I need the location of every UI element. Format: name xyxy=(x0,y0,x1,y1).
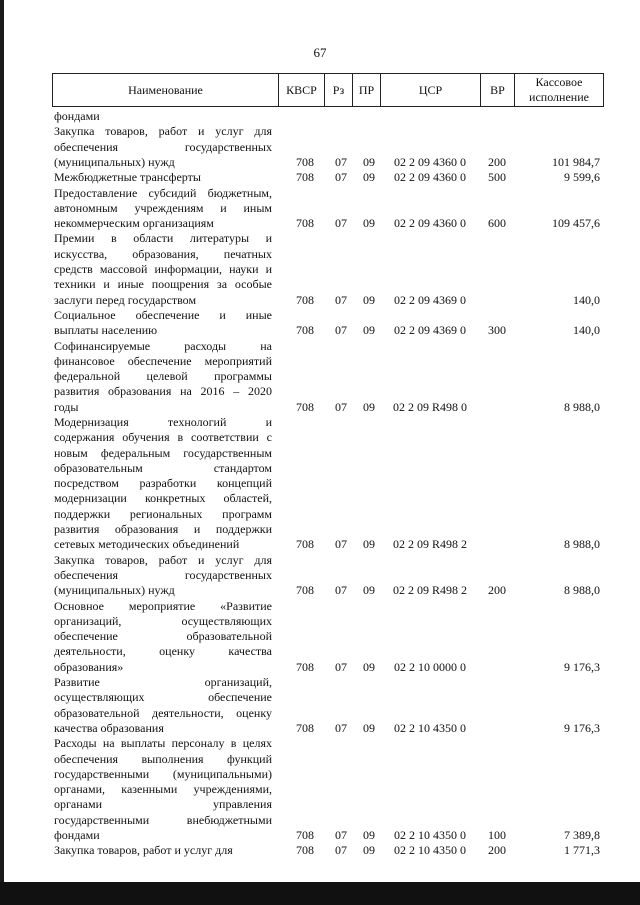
row-name-line: качества образования xyxy=(54,720,164,735)
row-pr: 09 xyxy=(363,828,375,843)
row-name xyxy=(54,339,272,415)
row-kvsr: 708 xyxy=(296,216,314,231)
row-name-line: годы xyxy=(54,399,79,414)
row-kvsr: 708 xyxy=(296,720,314,735)
row-name-line: Расходы на выплаты персоналу в целях xyxy=(54,736,272,751)
row-sum: 8 988,0 xyxy=(564,399,600,414)
row-pr: 09 xyxy=(363,170,375,185)
row-name-line: Развитие организаций, xyxy=(54,675,272,690)
row-name-line: автономным учреждениям и иным xyxy=(54,200,272,215)
row-rz: 07 xyxy=(335,843,347,858)
row-kvsr: 708 xyxy=(296,583,314,598)
row-name-line: Основное мероприятие «Развитие xyxy=(54,598,272,613)
row-vr: 200 xyxy=(488,154,506,169)
row-sum: 9 176,3 xyxy=(564,720,600,735)
row-csr: 02 2 09 R498 2 xyxy=(392,583,467,598)
row-name-line: организаций, осуществляющих xyxy=(54,613,272,628)
row-name-line: Закупка товаров, работ и услуг для xyxy=(54,843,233,858)
row-sum: 140,0 xyxy=(573,292,600,307)
row-csr: 02 2 09 R498 2 xyxy=(392,537,467,552)
header-pr: ПР xyxy=(353,74,381,106)
row-name xyxy=(54,186,272,232)
row-name-line: сетевых методических объединений xyxy=(54,537,240,552)
row-csr: 02 2 10 4350 0 xyxy=(394,843,466,858)
row-name-line: органами, казенными учреждениями, xyxy=(54,782,272,797)
header-name: Наименование xyxy=(53,74,279,106)
row-csr: 02 2 09 4360 0 xyxy=(394,216,466,231)
row-name xyxy=(54,415,272,553)
row-sum: 9 599,6 xyxy=(564,170,600,185)
row-csr: 02 2 09 4369 0 xyxy=(394,292,466,307)
scan-edge-bottom xyxy=(0,882,640,905)
row-pr: 09 xyxy=(363,216,375,231)
row-pr: 09 xyxy=(363,292,375,307)
row-name-line: деятельности, оценку качества xyxy=(54,644,272,659)
header-rz: Рз xyxy=(325,74,353,106)
row-sum: 8 988,0 xyxy=(564,583,600,598)
row-name-line: Предоставление субсидий бюджетным, xyxy=(54,185,272,200)
row-vr: 300 xyxy=(488,323,506,338)
row-name-line: поддержки региональных программ xyxy=(54,506,272,521)
row-name-line: выплаты населению xyxy=(54,323,158,338)
row-name xyxy=(54,553,272,599)
row-name-line: образовательным стандартом xyxy=(54,460,272,475)
row-sum: 1 771,3 xyxy=(564,843,600,858)
row-name xyxy=(54,231,272,307)
row-kvsr: 708 xyxy=(296,170,314,185)
row-name xyxy=(54,124,272,170)
row-name-line: техники и иные поощрения за особые xyxy=(54,277,272,292)
row-name-line: Закупка товаров, работ и услуг для xyxy=(54,552,272,567)
row-name-line: обеспечение образовательной xyxy=(54,629,272,644)
row-csr: 02 2 09 4369 0 xyxy=(394,323,466,338)
row-name-line: федеральной целевой программы xyxy=(54,369,272,384)
row-name xyxy=(54,675,272,736)
row-pr: 09 xyxy=(363,154,375,169)
row-pr: 09 xyxy=(363,659,375,674)
row-vr: 100 xyxy=(488,828,506,843)
row-rz: 07 xyxy=(335,720,347,735)
row-name-line: Социальное обеспечение и иные xyxy=(54,307,272,322)
row-rz: 07 xyxy=(335,399,347,414)
row-name-line: заслуги перед государством xyxy=(54,292,197,307)
row-sum: 7 389,8 xyxy=(564,828,600,843)
row-name-line: обеспечения государственных xyxy=(54,567,272,582)
row-name xyxy=(54,170,272,185)
page-number: 67 xyxy=(313,45,327,60)
row-kvsr: 708 xyxy=(296,323,314,338)
row-name-line: Софинансируемые расходы на xyxy=(54,338,272,353)
row-pr: 09 xyxy=(363,583,375,598)
row-name-line: обеспечения государственных xyxy=(54,139,272,154)
row-vr: 600 xyxy=(488,216,506,231)
row-name-line: содержания обучения в соответствии с xyxy=(54,430,272,445)
header-sum: Кассовое исполнение xyxy=(529,75,589,104)
row-name-line: органами управления xyxy=(54,797,272,812)
row-name-line: финансовое обеспечение мероприятий xyxy=(54,353,272,368)
header-csr: ЦСР xyxy=(381,74,481,106)
row-name-line: посредством разработки концепций xyxy=(54,476,272,491)
row-rz: 07 xyxy=(335,323,347,338)
row-name-line: искусства, образования, печатных xyxy=(54,246,272,261)
row-rz: 07 xyxy=(335,170,347,185)
row-csr: 02 2 10 4350 0 xyxy=(394,720,466,735)
row-csr: 02 2 10 4350 0 xyxy=(394,828,466,843)
row-rz: 07 xyxy=(335,537,347,552)
row-name-line: государственными (муниципальными) xyxy=(54,766,272,781)
header-vr: ВР xyxy=(481,74,515,106)
row-pr: 09 xyxy=(363,537,375,552)
row-sum: 9 176,3 xyxy=(564,659,600,674)
row-kvsr: 708 xyxy=(296,154,314,169)
row-pr: 09 xyxy=(363,399,375,414)
row-name xyxy=(54,599,272,675)
row-name-line: обеспечения выполнения функций xyxy=(54,751,272,766)
row-name-line: (муниципальных) нужд xyxy=(54,154,175,169)
row-name-line: модернизации конкретных областей, xyxy=(54,491,272,506)
row-csr: 02 2 09 4360 0 xyxy=(394,154,466,169)
row-csr: 02 2 10 0000 0 xyxy=(394,659,466,674)
row-kvsr: 708 xyxy=(296,659,314,674)
row-sum: 140,0 xyxy=(573,323,600,338)
row-rz: 07 xyxy=(335,828,347,843)
row-sum: 101 984,7 xyxy=(552,154,600,169)
row-name-line: государственными внебюджетными xyxy=(54,812,272,827)
row-name-line: осуществляющих обеспечение xyxy=(54,690,272,705)
row-vr: 200 xyxy=(488,843,506,858)
row-csr: 02 2 09 R498 0 xyxy=(392,399,467,414)
row-name-line: Премии в области литературы и xyxy=(54,231,272,246)
row-name-line: средств массовой информации, науки и xyxy=(54,261,272,276)
row-rz: 07 xyxy=(335,659,347,674)
row-vr: 200 xyxy=(488,583,506,598)
row-name-line: развития образования на 2016 – 2020 xyxy=(54,384,272,399)
row-name-line: Закупка товаров, работ и услуг для xyxy=(54,124,272,139)
row-pr: 09 xyxy=(363,323,375,338)
row-name-line: образовательной деятельности, оценку xyxy=(54,705,272,720)
row-kvsr: 708 xyxy=(296,537,314,552)
row-name xyxy=(54,736,272,843)
row-name xyxy=(54,109,272,124)
row-name-line: образования» xyxy=(54,659,124,674)
row-name xyxy=(54,843,272,858)
row-rz: 07 xyxy=(335,216,347,231)
row-kvsr: 708 xyxy=(296,828,314,843)
row-name-line: Модернизация технологий и xyxy=(54,415,272,429)
row-name xyxy=(54,308,272,339)
row-sum: 109 457,6 xyxy=(552,216,600,231)
row-name-line: развития образования и поддержки xyxy=(54,522,272,537)
row-name-line: фондами xyxy=(54,109,100,123)
row-name-line: фондами xyxy=(54,828,100,843)
row-pr: 09 xyxy=(363,720,375,735)
row-vr: 500 xyxy=(488,170,506,185)
row-rz: 07 xyxy=(335,292,347,307)
row-kvsr: 708 xyxy=(296,399,314,414)
row-name-line: некоммерческим организациям xyxy=(54,216,214,231)
row-rz: 07 xyxy=(335,154,347,169)
row-name-line: (муниципальных) нужд xyxy=(54,583,175,598)
row-name-line: новым федеральным государственным xyxy=(54,445,272,460)
row-pr: 09 xyxy=(363,843,375,858)
row-name-line: Межбюджетные трансферты xyxy=(54,170,201,185)
row-kvsr: 708 xyxy=(296,843,314,858)
row-rz: 07 xyxy=(335,583,347,598)
row-kvsr: 708 xyxy=(296,292,314,307)
header-kvsr: КВСР xyxy=(279,74,325,106)
row-sum: 8 988,0 xyxy=(564,537,600,552)
row-csr: 02 2 09 4360 0 xyxy=(394,170,466,185)
